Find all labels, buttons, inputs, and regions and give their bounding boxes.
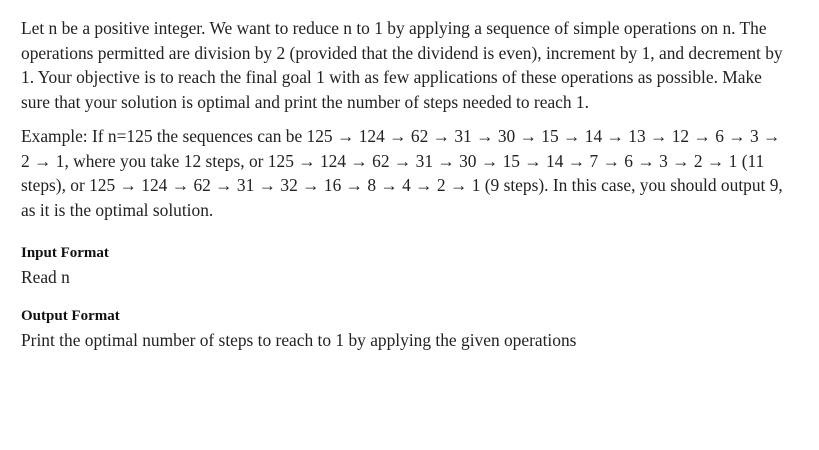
input-format-section [21, 243, 789, 289]
input-format-title: Input Format [21, 244, 109, 261]
problem-description [21, 16, 789, 223]
output-format-section [21, 306, 789, 352]
problem-example: Example: If n=125 the sequences can be 125 → 124 → 62 → 31 → 30 → 15 → 14 → 13 → 12 → 6 → 3 → 2 → 1, where you take 12 steps, or 125 → 124 → 62 → 31 → 30 → 15 → 14 → 7 → 6 → 3 → 2 → 1 (11 steps), or 125 → 124 → 62 → 31 → 32 → 16 → 8 → 4 → 2 → 1 (9 steps). In this case, you should output 9, as it is the optimal solution. [21, 125, 783, 220]
output-format-body: Print the optimal number of steps to reach to 1 by applying the given operations [21, 329, 577, 350]
input-format-body: Read n [21, 266, 70, 287]
problem-statement: Let n be a positive integer. We want to reduce n to 1 by applying a sequence of simple operations on n. The operations permitted are division by 2 (provided that the dividend is even), increment by 1, and decrement by 1. Your objective is to reach the final goal 1 with as few applications of these operations as possible. Make sure that your solution is optimal and print the number of steps needed to reach 1. [21, 18, 783, 113]
output-format-title: Output Format [21, 307, 120, 324]
